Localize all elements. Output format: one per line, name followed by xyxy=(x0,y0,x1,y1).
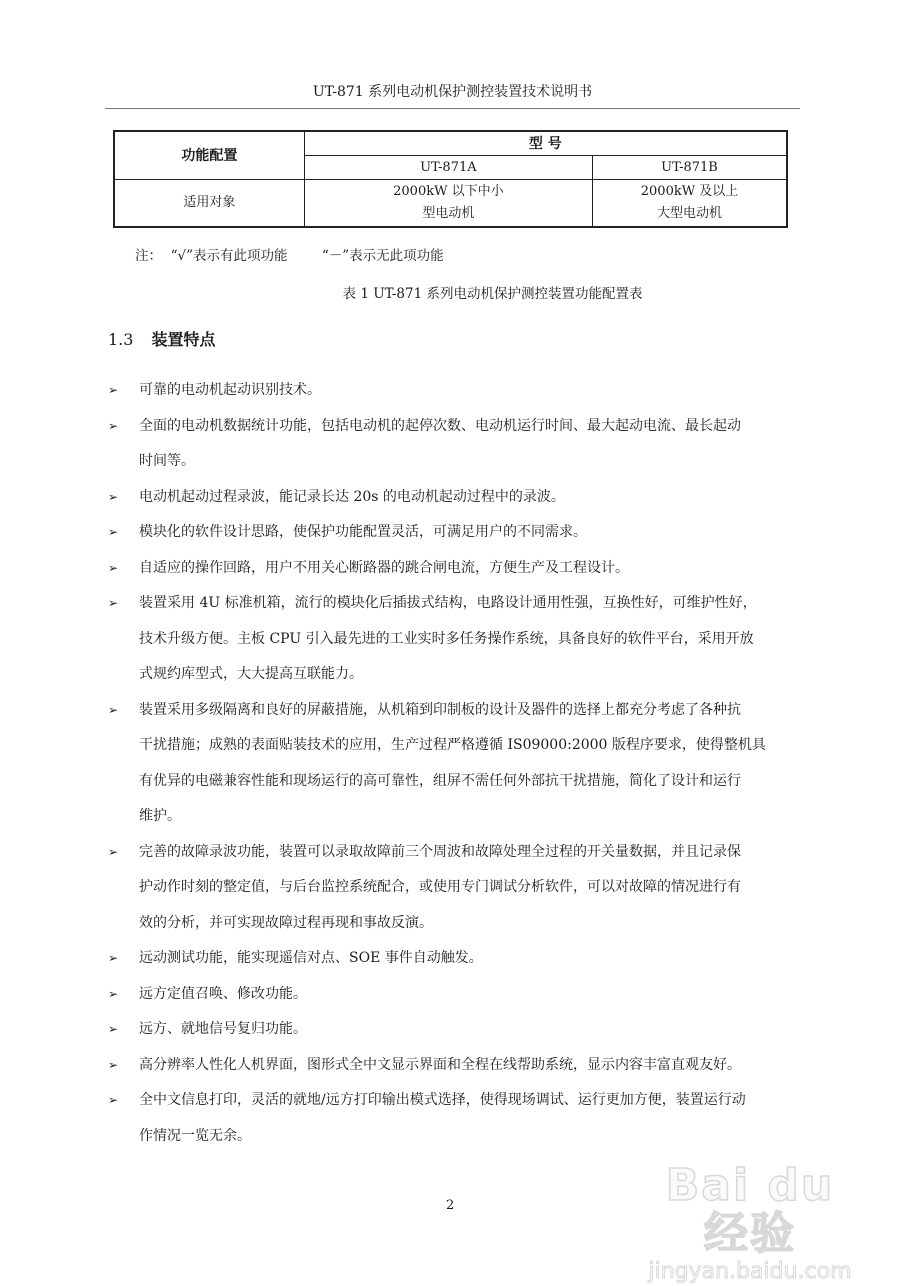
table-row xyxy=(114,179,787,227)
list-item-line: 效的分析，并可实现故障过程再现和事故反演。 xyxy=(139,914,433,931)
list-item-line: 全中文信息打印，灵活的就地/远方打印输出模式选择，使得现场调试、运行更加方便，装置运行动 xyxy=(139,1092,746,1108)
list-item-line: 自适应的操作回路，用户不用关心断路器的跳合闸电流，方便生产及工程设计。 xyxy=(139,559,629,576)
list-item-line: 装置采用多级隔离和良好的屏蔽措施，从机箱到印制板的设计及器件的选择上都充分考虑了各种抗 xyxy=(139,701,741,718)
watermark-logo: Bai du 经验 xyxy=(665,1160,835,1259)
list-item xyxy=(108,1012,808,1048)
list-item-line: 技术升级方便。主板 CPU 引入最先进的工业实时多任务操作系统，具备良好的软件平台，采用开放 xyxy=(139,630,754,647)
table-row-label: 适用对象 xyxy=(114,179,304,227)
arrow-bullet-icon: ➢ xyxy=(108,383,119,397)
arrow-bullet-icon: ➢ xyxy=(108,1057,119,1072)
list-item xyxy=(108,977,808,1013)
cell-line: 大型电动机 xyxy=(656,205,722,221)
list-item-line: 远动测试功能，能实现遥信对点、SOE 事件自动触发。 xyxy=(139,950,483,966)
cell-line: 2000kW 及以上 xyxy=(640,183,739,199)
page-header-title: UT-871 系列电动机保护测控装置技术说明书 xyxy=(105,82,800,109)
section-heading xyxy=(108,327,215,350)
list-item-line: 全面的电动机数据统计功能，包括电动机的起停次数、电动机运行时间、最大起动电流、最长起动 xyxy=(139,417,741,434)
list-item-line: 高分辨率人性化人机界面，图形式全中文显示界面和全程在线帮助系统，显示内容丰富直观友好。 xyxy=(139,1056,741,1073)
list-item-line: 有优异的电磁兼容性能和现场运行的高可靠性，组屏不需任何外部抗干扰措施，简化了设计和运行 xyxy=(139,772,741,789)
table-note: 注： “√”表示有此项功能 “－”表示无此项功能 xyxy=(135,248,444,264)
section-title: 装置特点 xyxy=(151,330,216,349)
table-caption: 表 1 UT-871 系列电动机保护测控装置功能配置表 xyxy=(342,286,643,302)
arrow-bullet-icon: ➢ xyxy=(108,951,119,965)
list-item-line: 装置采用 4U 标准机箱，流行的模块化后插拔式结构，电路设计通用性强，互换性好，可维护性好， xyxy=(139,595,757,611)
list-item-line: 远方、就地信号复归功能。 xyxy=(139,1021,307,1037)
arrow-bullet-icon: ➢ xyxy=(108,986,119,1001)
list-item-line: 完善的故障录波功能，装置可以录取故障前三个周波和故障处理全过程的开关量数据，并且记录保 xyxy=(139,843,741,860)
section-number: 1.3 xyxy=(108,330,134,349)
arrow-bullet-icon: ➢ xyxy=(108,489,119,504)
list-item-line: 远方定值召唤、修改功能。 xyxy=(139,985,307,1002)
list-item xyxy=(108,835,808,942)
list-item xyxy=(108,941,808,977)
arrow-bullet-icon: ➢ xyxy=(108,1093,119,1107)
table-col-header-function: 功能配置 xyxy=(114,131,304,179)
arrow-bullet-icon: ➢ xyxy=(108,844,119,859)
list-item-line: 可靠的电动机起动识别技术。 xyxy=(139,382,321,398)
table-model-b: UT-871B xyxy=(593,155,788,179)
list-item-line: 作情况一览无余。 xyxy=(139,1127,251,1144)
baidu-jingyan-watermark xyxy=(640,1162,860,1286)
list-item-line: 式规约库型式，大大提高互联能力。 xyxy=(139,666,363,682)
list-item-line: 干扰措施；成熟的表面贴装技术的应用，生产过程严格遵循 IS09000:2000 版程序要求，使得整机具 xyxy=(139,737,766,753)
table-cell-model-b xyxy=(593,179,788,227)
function-config-table xyxy=(113,130,788,228)
list-item-line: 维护。 xyxy=(139,808,181,824)
list-item xyxy=(108,480,808,516)
page-number: 2 xyxy=(446,1198,455,1213)
list-item xyxy=(108,1048,808,1084)
arrow-bullet-icon: ➢ xyxy=(108,702,119,717)
list-item-line: 护动作时刻的整定值，与后台监控系统配合，或使用专门调试分析软件，可以对故障的情况进行有 xyxy=(139,879,741,895)
table-model-a: UT-871A xyxy=(304,155,592,179)
arrow-bullet-icon: ➢ xyxy=(108,596,119,610)
watermark-url: jingyan.baidu.com xyxy=(648,1259,852,1284)
table-cell-model-a xyxy=(304,179,592,227)
arrow-bullet-icon: ➢ xyxy=(108,1022,119,1036)
list-item xyxy=(108,586,808,693)
cell-line: 型电动机 xyxy=(422,205,475,221)
feature-list xyxy=(108,373,808,1154)
list-item-line: 电动机起动过程录波，能记录长达 20s 的电动机起动过程中的录波。 xyxy=(139,488,565,505)
list-item xyxy=(108,1083,808,1154)
table-group-header-model: 型 号 xyxy=(304,131,787,155)
list-item-line: 时间等。 xyxy=(139,453,195,469)
cell-line: 2000kW 以下中小 xyxy=(393,183,504,199)
list-item xyxy=(108,409,808,480)
list-item xyxy=(108,373,808,409)
arrow-bullet-icon: ➢ xyxy=(108,418,119,433)
list-item-line: 模块化的软件设计思路，使保护功能配置灵活，可满足用户的不同需求。 xyxy=(139,524,587,540)
arrow-bullet-icon: ➢ xyxy=(108,560,119,575)
list-item xyxy=(108,551,808,587)
arrow-bullet-icon: ➢ xyxy=(108,525,119,539)
list-item xyxy=(108,515,808,551)
list-item xyxy=(108,693,808,835)
